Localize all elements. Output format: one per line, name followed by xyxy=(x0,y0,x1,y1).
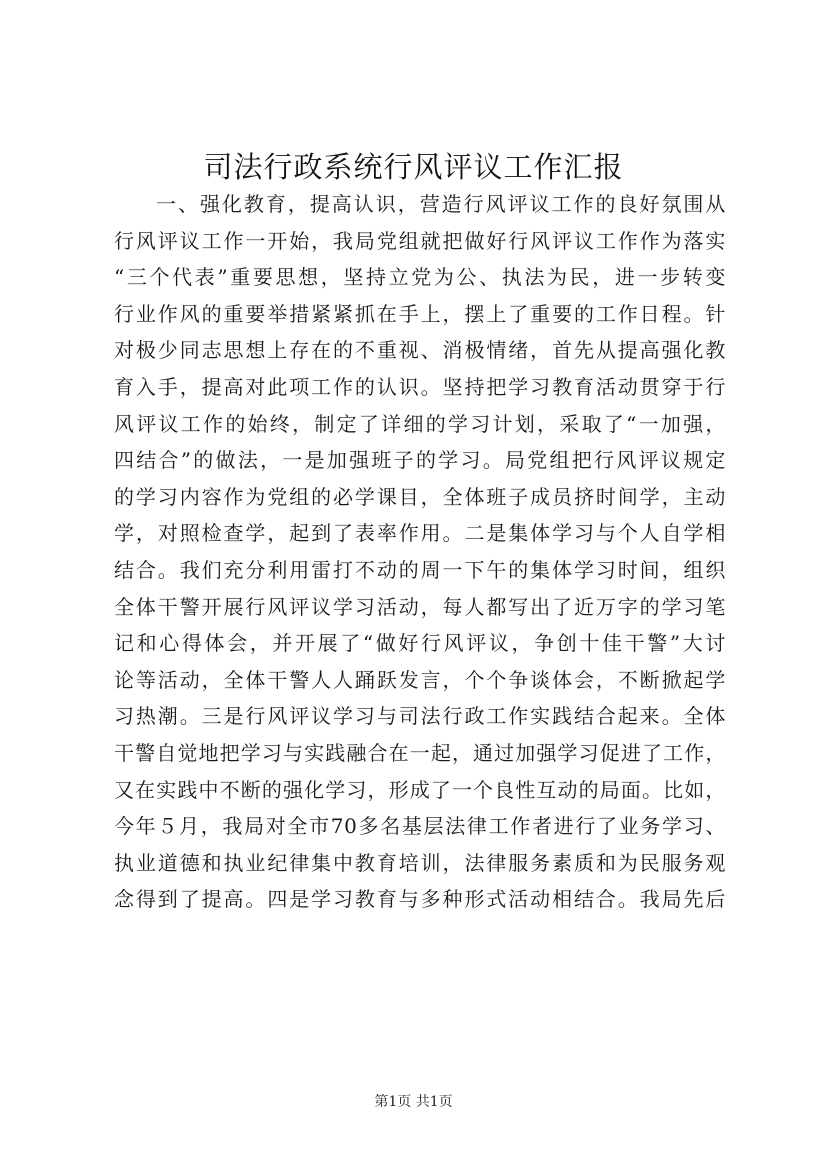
document-title: 司法行政系统行风评议工作汇报 xyxy=(203,150,624,184)
body-line: 记和心得体会，并开展了“做好行风评议，争创十佳干警”大讨 xyxy=(114,631,726,656)
body-line: 今年５月，我局对全市70多名基层法律工作者进行了业务学习、 xyxy=(114,814,726,839)
body-line: “三个代表”重要思想，坚持立党为公、执法为民，进一步转变 xyxy=(114,265,726,290)
body-line: 四结合”的做法，一是加强班子的学习。局党组把行风评议规定 xyxy=(114,448,726,473)
document-body xyxy=(114,186,726,918)
body-line: 行风评议工作一开始，我局党组就把做好行风评议工作作为落实 xyxy=(114,228,726,253)
body-line: 又在实践中不断的强化学习，形成了一个良性互动的局面。比如， xyxy=(114,777,726,802)
body-line: 学，对照检查学，起到了表率作用。二是集体学习与个人自学相 xyxy=(114,521,726,546)
body-line: 全体干警开展行风评议学习活动，每人都写出了近万字的学习笔 xyxy=(114,594,726,619)
body-line: 结合。我们充分利用雷打不动的周一下午的集体学习时间，组织 xyxy=(114,557,726,582)
body-line: 习热潮。三是行风评议学习与司法行政工作实践结合起来。全体 xyxy=(114,704,726,729)
body-line: 念得到了提高。四是学习教育与多种形式活动相结合。我局先后 xyxy=(114,887,726,912)
body-line: 执业道德和执业纪律集中教育培训，法律服务素质和为民服务观 xyxy=(114,850,726,875)
body-line: 的学习内容作为党组的必学课目，全体班子成员挤时间学，主动 xyxy=(114,484,726,509)
body-line: 风评议工作的始终，制定了详细的学习计划，采取了“一加强， xyxy=(114,411,726,436)
body-line: 一、强化教育，提高认识，营造行风评议工作的良好氛围从 xyxy=(156,192,726,216)
body-line: 论等活动，全体干警人人踊跃发言，个个争谈体会，不断掀起学 xyxy=(114,667,726,692)
body-line: 干警自觉地把学习与实践融合在一起，通过加强学习促进了工作， xyxy=(114,740,726,765)
page-footer: 第1页 共1页 xyxy=(374,1094,453,1110)
body-line: 育入手，提高对此项工作的认识。坚持把学习教育活动贯穿于行 xyxy=(114,374,726,399)
body-line: 对极少同志思想上存在的不重视、消极情绪，首先从提高强化教 xyxy=(114,338,726,363)
body-line: 行业作风的重要举措紧紧抓在手上，摆上了重要的工作日程。针 xyxy=(114,301,726,326)
